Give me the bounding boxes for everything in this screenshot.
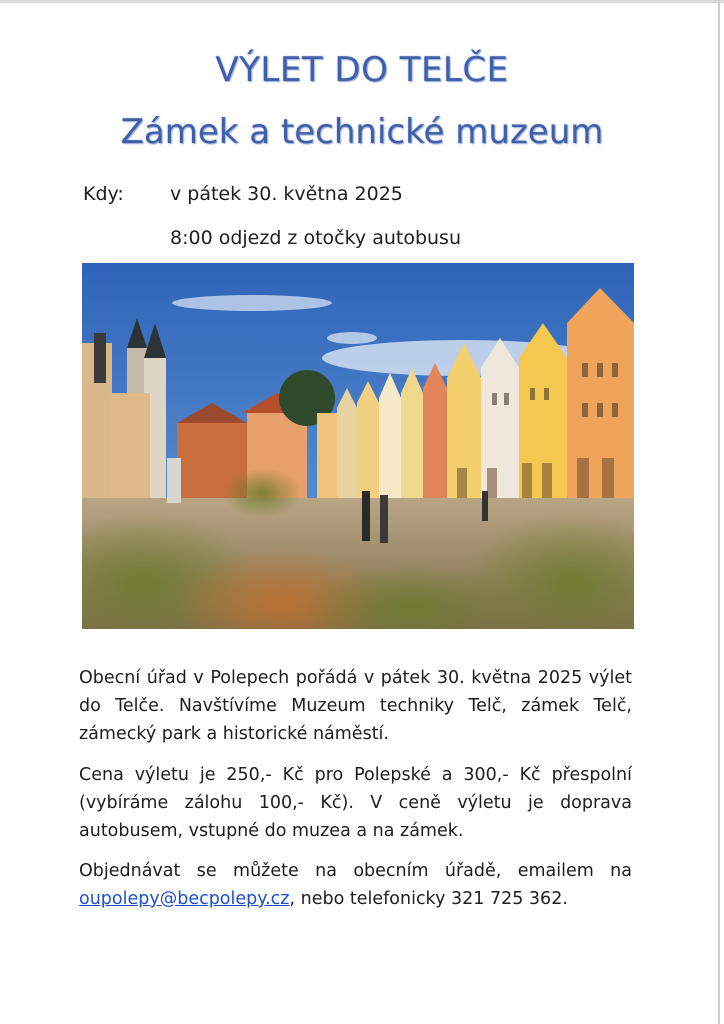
price-paragraph: Cena výletu je 250,- Kč pro Polepské a 300,- Kč přespolní (vybíráme zálohu 100,- Kč). V ceně výletu je doprava autobusem, vstupné do muzea a na zámek. xyxy=(79,765,632,841)
order-text-before: Objednávat se můžete na obecním úřadě, emailem na xyxy=(79,861,632,881)
order-paragraph xyxy=(79,857,632,913)
page-subtitle: Zámek a technické muzeum xyxy=(120,112,604,152)
order-text-after: , nebo telefonicky 321 725 362. xyxy=(289,889,568,909)
when-label: Kdy: xyxy=(83,183,124,205)
when-date: v pátek 30. května 2025 xyxy=(170,183,403,205)
page-edge-right xyxy=(718,0,720,1024)
page-title: VÝLET DO TELČE xyxy=(215,50,509,90)
intro-paragraph: Obecní úřad v Polepech pořádá v pátek 30. května 2025 výlet do Telče. Navštívíme Muzeum techniky Telč, zámek Telč, zámecký park a historické náměstí. xyxy=(79,668,632,744)
page-edge xyxy=(0,0,724,3)
telc-square-photo xyxy=(82,263,634,629)
email-link[interactable]: oupolepy@becpolepy.cz xyxy=(79,889,290,909)
when-departure: 8:00 odjezd z otočky autobusu xyxy=(170,227,462,249)
